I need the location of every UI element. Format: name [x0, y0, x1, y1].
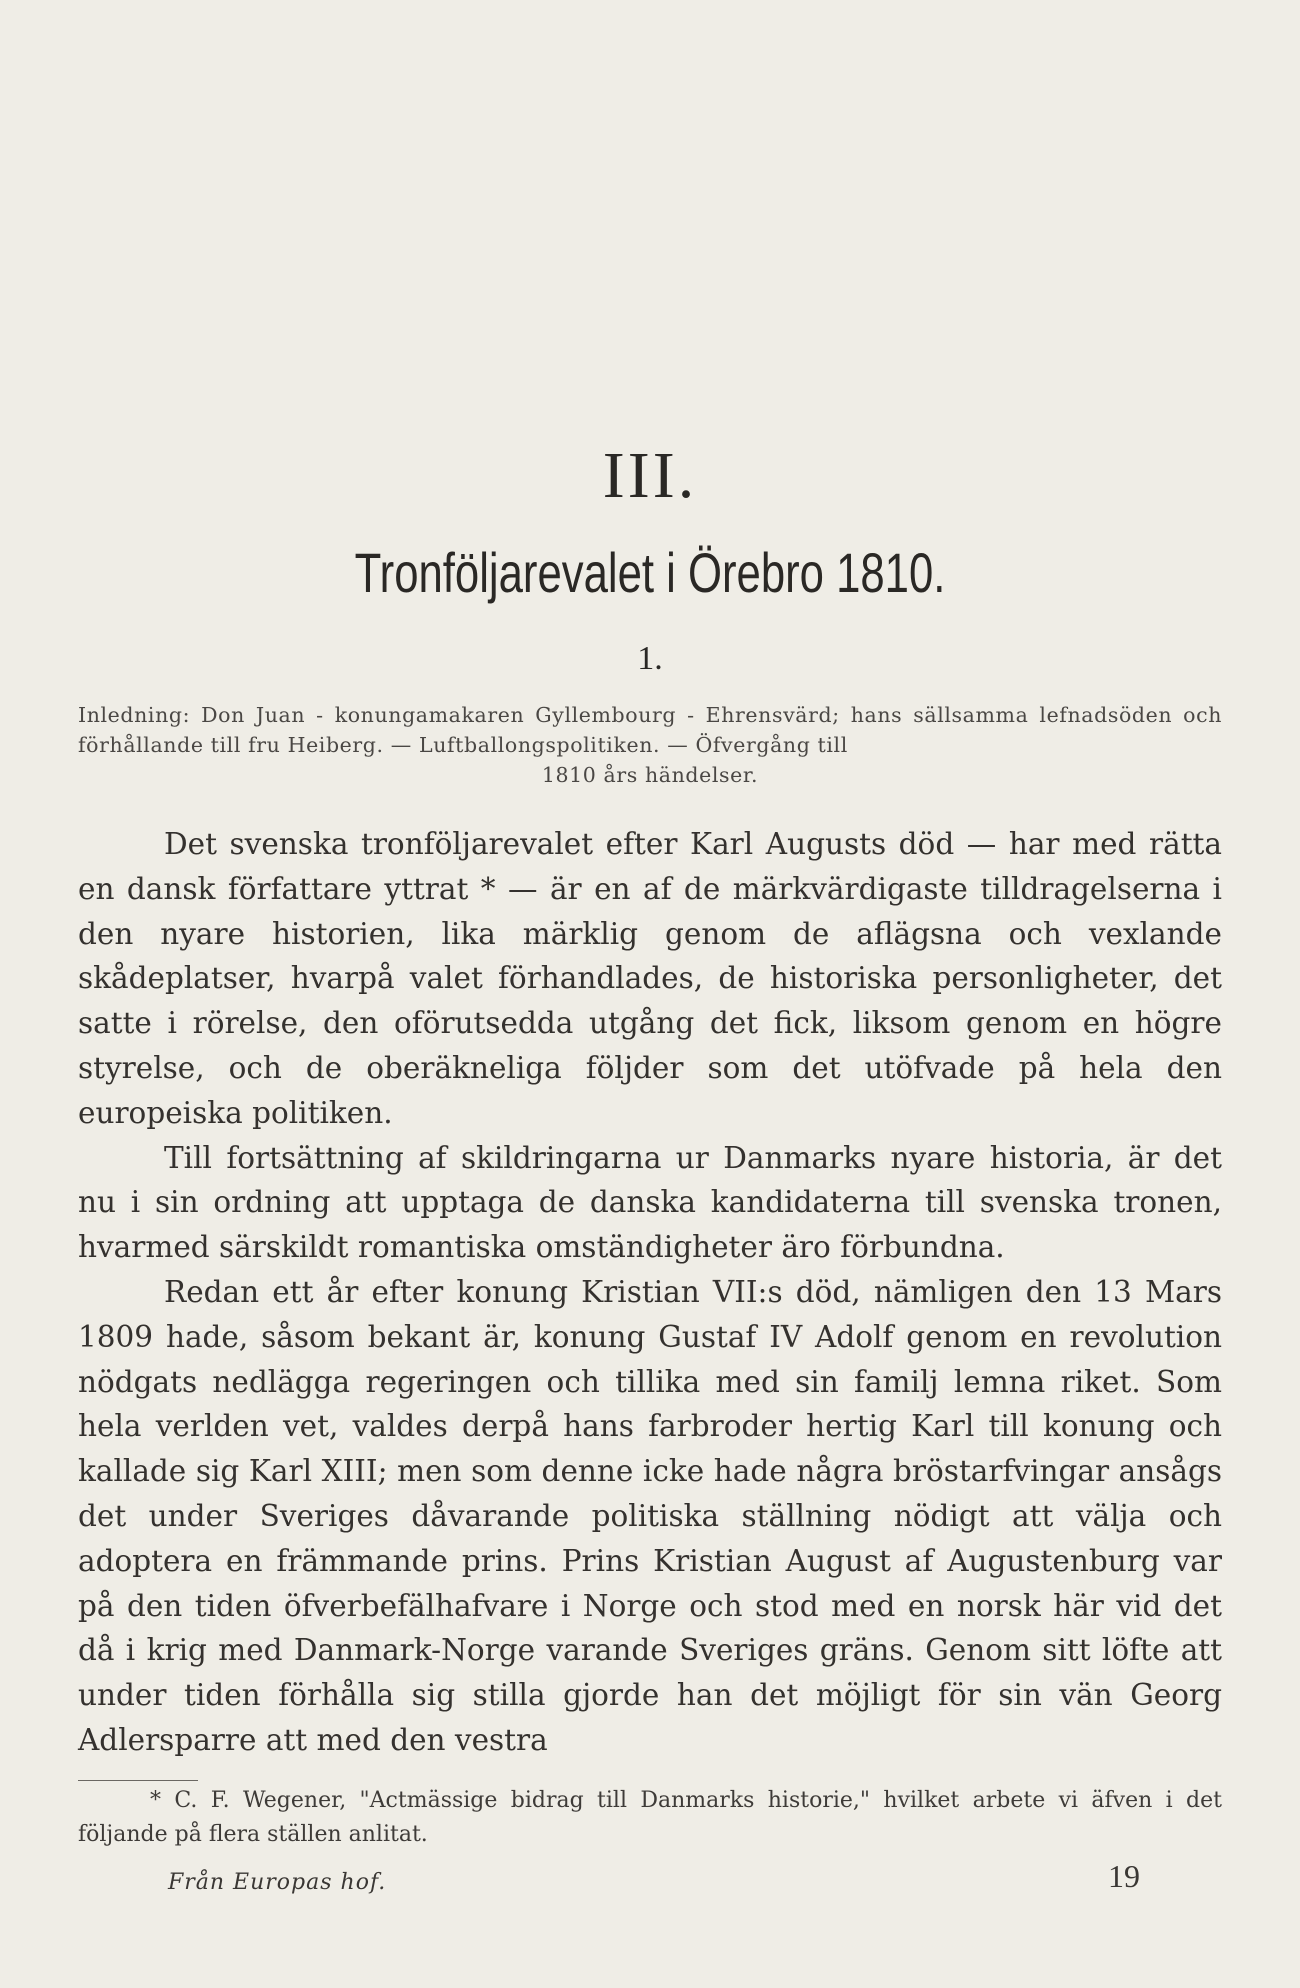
footer-source: Från Europas hof. — [168, 1870, 387, 1895]
page-number: 19 — [1108, 1858, 1140, 1894]
body-text — [78, 822, 1222, 1763]
chapter-number: III. — [602, 439, 698, 512]
body-paragraph: Redan ett år efter konung Kristian VII:s död, nämligen den 13 Mars 1809 hade, såsom bekant är, konung Gustaf IV Adolf genom en revolution nödgats nedlägga regeringen och tillika med sin familj lemna riket. Som hela verlden vet, valdes derpå hans farbroder hertig Karl till konung och kallade sig Karl XIII; men som denne icke hade några bröstarfvingar ansågs det under Sveriges dåvarande politiska ställning nödigt att välja och adoptera en främmande prins. Prins Kristian August af Augustenburg var på den tiden öfverbefälhafvare i Norge och stod med en norsk här vid det då i krig med Danmark-Norge varande Sveriges gräns. Genom sitt löfte att under tiden förhålla sig stilla gjorde han det möjligt för sin vän Georg Adlersparre att med den vestra — [78, 1274, 1222, 1757]
chapter-summary — [78, 700, 1222, 790]
footnote: * C. F. Wegener, "Actmässige bidrag till Danmarks historie," hvilket arbete vi äfven i det följande på flera ställen anlitat. — [78, 1788, 1222, 1847]
footnote-divider — [78, 1780, 198, 1781]
section-number: 1. — [637, 640, 663, 677]
chapter-title: Tronföljarevalet i Örebro 1810. — [354, 541, 946, 604]
summary-text: Inledning: Don Juan - konungamakaren Gyllembourg - Ehrensvärd; hans sällsamma lefnadsöden och förhållande till fru Heiberg. — Luftballongspolitiken. — Öfvergång till — [78, 703, 1222, 757]
body-paragraph: Det svenska tronföljarevalet efter Karl Augusts död — har med rätta en dansk författare yttrat * — är en af de märkvärdigaste tilldragelserna i den nyare historien, lika märklig genom de aflägsna och vexlande skådeplatser, hvarpå valet förhandlades, de historiska personligheter, det satte i rörelse, den oförutsedda utgång det fick, liksom genom en högre styrelse, och de oberäkneliga följder som det utöfvade på hela den europeiska politiken. — [78, 827, 1222, 1130]
body-paragraph: Till fortsättning af skildringarna ur Danmarks nyare historia, är det nu i sin ordning att upptaga de danska kandidaterna till svenska tronen, hvarmed särskildt romantiska omständigheter äro förbundna. — [78, 1140, 1222, 1265]
summary-last-line: 1810 års händelser. — [541, 763, 759, 787]
